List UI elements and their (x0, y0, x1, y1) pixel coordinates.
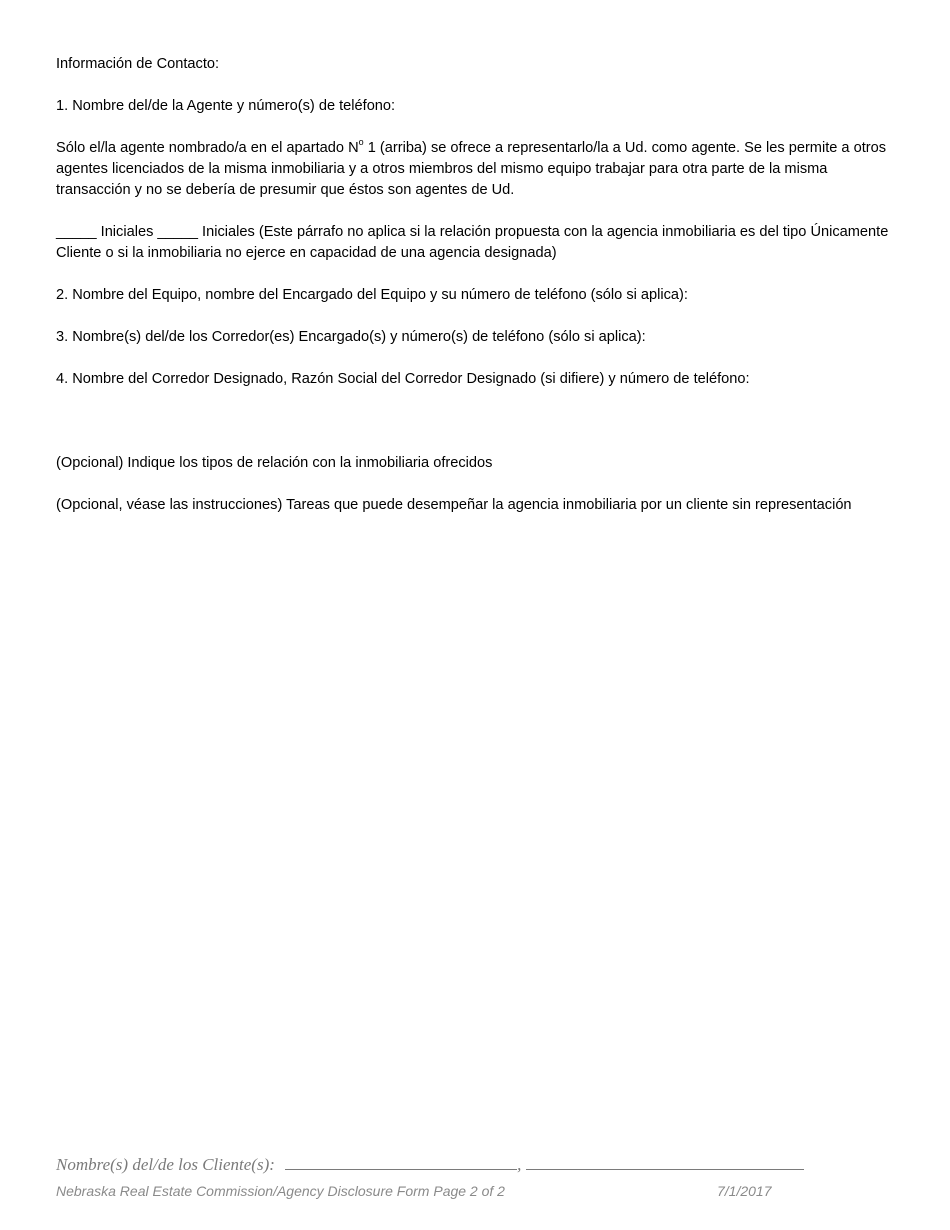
initials-paragraph: _____ Iniciales _____ Iniciales (Este párrafo no aplica si la relación propuesta con la agencia inmobiliaria es del tipo Únicamente Cliente o si la inmobiliaria no ejerce en capacidad de una agencia designada) (56, 224, 889, 261)
optional-unrepresented-tasks: (Opcional, véase las instrucciones) Tareas que puede desempeñar la agencia inmobiliaria por un cliente sin representación (56, 497, 852, 513)
client-name-blank-1[interactable] (285, 1153, 517, 1170)
team-name-item: 2. Nombre del Equipo, nombre del Encargado del Equipo y su número de teléfono (sólo si aplica): (56, 287, 688, 303)
agent-name-item: 1. Nombre del/de la Agente y número(s) de teléfono: (56, 98, 396, 114)
designated-broker-item: 4. Nombre del Corredor Designado, Razón Social del Corredor Designado (si difiere) y número de teléfono: (56, 371, 750, 387)
client-names-label: Nombre(s) del/de los Cliente(s): (56, 1155, 275, 1174)
number-sign-superscript: o (358, 137, 364, 148)
agent-representation-paragraph (56, 138, 901, 201)
contact-heading: Información de Contacto: (56, 56, 220, 72)
supervising-broker-item: 3. Nombre(s) del/de los Corredor(es) Encargado(s) y número(s) de teléfono (sólo si aplica): (56, 329, 646, 345)
client-names-line (56, 1153, 856, 1175)
agent-para-text-start: Sólo el/la agente nombrado/a en el apartado N (56, 140, 359, 156)
form-date-footer: 7/1/2017 (717, 1183, 772, 1199)
agent-para-text-end: 1 (arriba) se ofrece a representarlo/la a Ud. como agente. Se les permite a otros agentes licenciados de la misma inmobiliaria y a otros miembros del mismo equipo trabajar para otra parte de la misma transacción y no se debería de presumir que éstos son agentes de Ud. (56, 140, 887, 198)
client-name-blank-2[interactable] (526, 1153, 804, 1170)
client-name-separator: , (517, 1155, 522, 1174)
form-title-footer: Nebraska Real Estate Commission/Agency Disclosure Form Page 2 of 2 (56, 1183, 505, 1199)
optional-relationship-types: (Opcional) Indique los tipos de relación con la inmobiliaria ofrecidos (56, 455, 493, 471)
